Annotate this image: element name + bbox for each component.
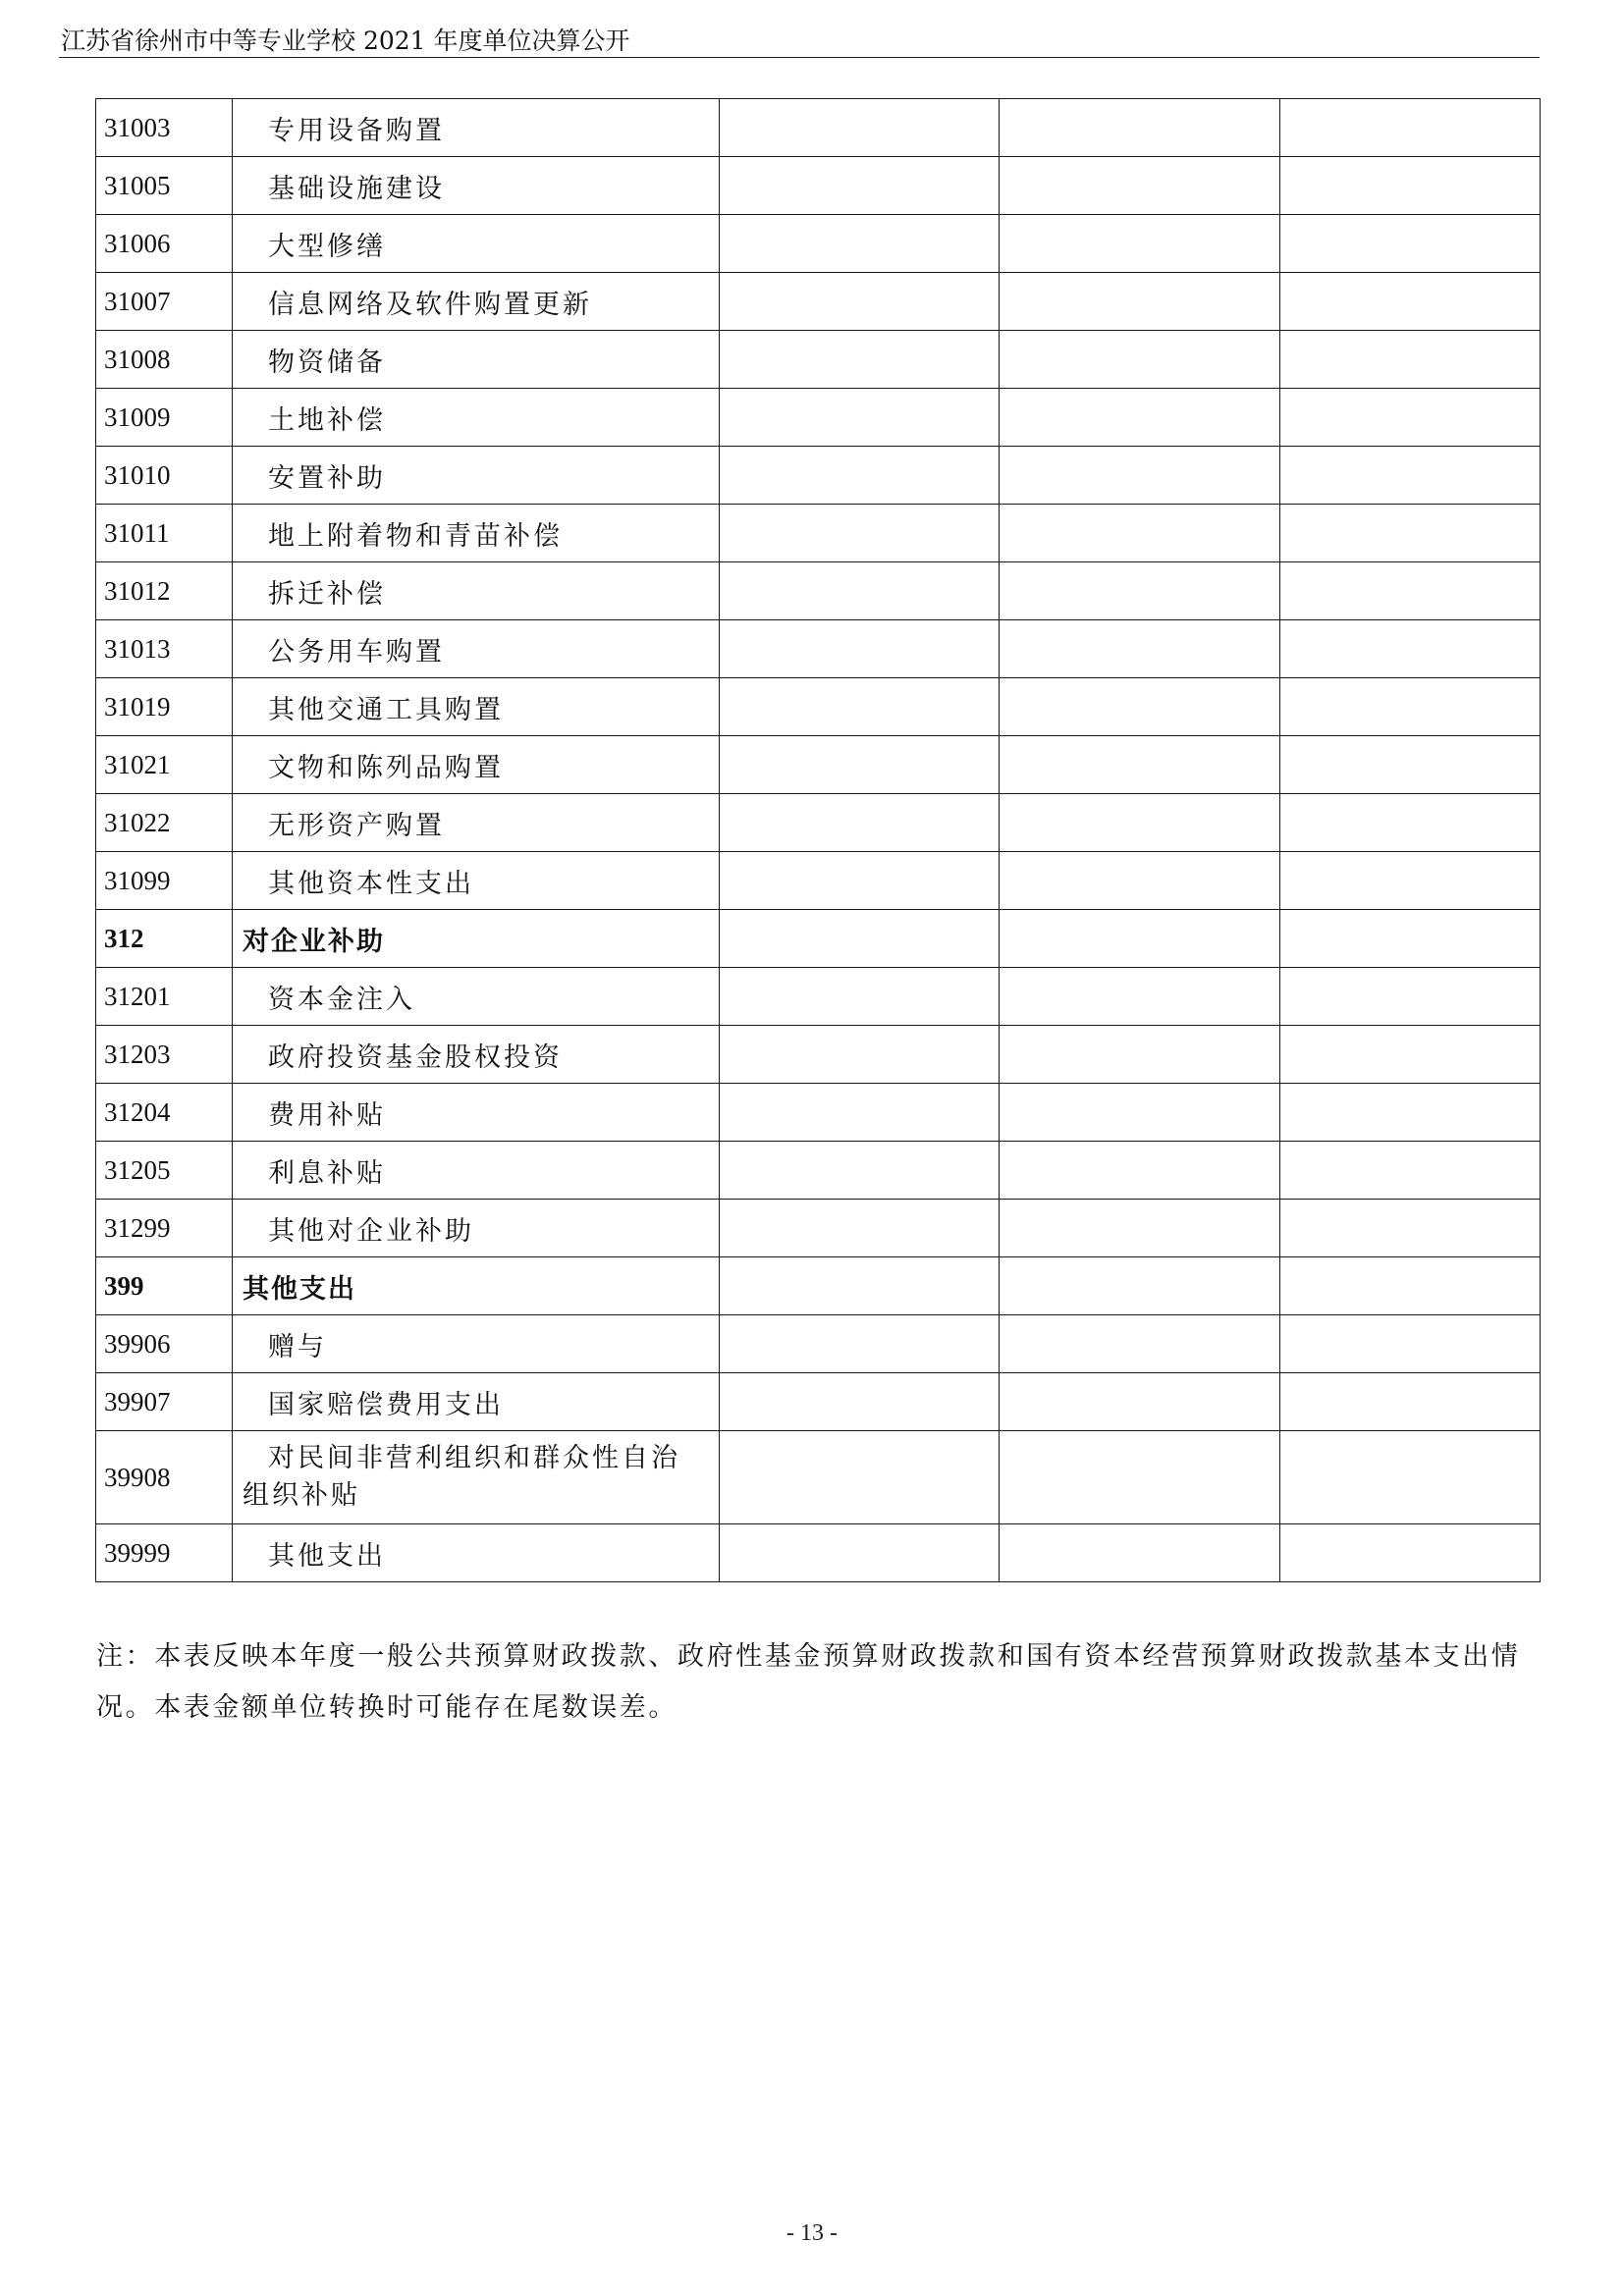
row-code: 31005: [96, 157, 233, 215]
document-header-title: 江苏省徐州市中等专业学校 2021 年度单位决算公开: [61, 27, 630, 55]
row-value-3: [1280, 389, 1541, 447]
row-name: 信息网络及软件购置更新: [233, 273, 720, 331]
row-value-3: [1280, 505, 1541, 562]
row-value-2: [1000, 331, 1280, 389]
table-row: [96, 447, 1541, 505]
row-name-line2: 组织补贴: [243, 1480, 360, 1511]
table-row: [96, 620, 1541, 678]
row-value-1: [720, 736, 1000, 794]
row-value-2: [1000, 562, 1280, 620]
row-value-3: [1280, 447, 1541, 505]
row-code: 31099: [96, 852, 233, 910]
row-value-2: [1000, 620, 1280, 678]
row-value-1: [720, 794, 1000, 852]
row-value-3: [1280, 678, 1541, 736]
row-value-3: [1280, 99, 1541, 157]
row-name: 其他对企业补助: [233, 1200, 720, 1257]
row-value-3: [1280, 1315, 1541, 1373]
row-code: 31012: [96, 562, 233, 620]
table-row: [96, 1373, 1541, 1431]
row-name: 利息补贴: [233, 1142, 720, 1200]
row-value-2: [1000, 1026, 1280, 1084]
table-group-row: [96, 910, 1541, 968]
row-value-2: [1000, 794, 1280, 852]
table-row: [96, 562, 1541, 620]
row-code: 31204: [96, 1084, 233, 1142]
row-value-1: [720, 1524, 1000, 1582]
row-value-2: [1000, 1084, 1280, 1142]
row-code: 39906: [96, 1315, 233, 1373]
row-value-2: [1000, 1315, 1280, 1373]
row-code: 31003: [96, 99, 233, 157]
row-code: 31007: [96, 273, 233, 331]
row-code: 31019: [96, 678, 233, 736]
row-name: 政府投资基金股权投资: [233, 1026, 720, 1084]
table-row: [96, 273, 1541, 331]
row-value-3: [1280, 1257, 1541, 1315]
table-row: [96, 794, 1541, 852]
row-value-2: [1000, 447, 1280, 505]
row-value-2: [1000, 1257, 1280, 1315]
table-row: [96, 1315, 1541, 1373]
row-name-line1: 对民间非营利组织和群众性自治: [268, 1443, 680, 1473]
row-value-2: [1000, 968, 1280, 1026]
row-name: 地上附着物和青苗补偿: [233, 505, 720, 562]
row-value-1: [720, 620, 1000, 678]
table-row: [96, 736, 1541, 794]
row-code: 39908: [96, 1431, 233, 1524]
row-name: 其他支出: [233, 1524, 720, 1582]
row-value-1: [720, 1373, 1000, 1431]
row-value-1: [720, 389, 1000, 447]
row-name: 大型修缮: [233, 215, 720, 273]
table-row: [96, 331, 1541, 389]
table-row: [96, 1524, 1541, 1582]
row-value-3: [1280, 1200, 1541, 1257]
row-value-2: [1000, 505, 1280, 562]
row-value-1: [720, 1142, 1000, 1200]
row-code: 31009: [96, 389, 233, 447]
row-value-1: [720, 910, 1000, 968]
row-name: 公务用车购置: [233, 620, 720, 678]
row-value-3: [1280, 968, 1541, 1026]
row-value-1: [720, 273, 1000, 331]
row-value-2: [1000, 389, 1280, 447]
row-value-2: [1000, 1524, 1280, 1582]
row-code: 31203: [96, 1026, 233, 1084]
row-value-3: [1280, 1026, 1541, 1084]
row-name: 专用设备购置: [233, 99, 720, 157]
row-name: 文物和陈列品购置: [233, 736, 720, 794]
row-value-2: [1000, 678, 1280, 736]
row-value-3: [1280, 852, 1541, 910]
table-row: [96, 968, 1541, 1026]
row-name: 国家赔偿费用支出: [233, 1373, 720, 1431]
row-name: 拆迁补偿: [233, 562, 720, 620]
row-value-1: [720, 678, 1000, 736]
row-code: 31021: [96, 736, 233, 794]
row-value-1: [720, 852, 1000, 910]
row-value-3: [1280, 562, 1541, 620]
table-row: [96, 1431, 1541, 1524]
row-name: 物资储备: [233, 331, 720, 389]
row-value-1: [720, 157, 1000, 215]
row-code: 39907: [96, 1373, 233, 1431]
row-value-1: [720, 1200, 1000, 1257]
row-code: 31013: [96, 620, 233, 678]
row-value-3: [1280, 273, 1541, 331]
row-value-2: [1000, 852, 1280, 910]
page-number: - 13 -: [786, 2220, 838, 2246]
row-value-1: [720, 562, 1000, 620]
row-code: 39999: [96, 1524, 233, 1582]
row-value-1: [720, 1257, 1000, 1315]
group-code: 399: [96, 1257, 233, 1315]
table-row: [96, 1026, 1541, 1084]
row-name: 赠与: [233, 1315, 720, 1373]
row-value-3: [1280, 1084, 1541, 1142]
row-value-3: [1280, 1142, 1541, 1200]
row-value-2: [1000, 1200, 1280, 1257]
row-value-1: [720, 215, 1000, 273]
table-row: [96, 1142, 1541, 1200]
row-value-1: [720, 99, 1000, 157]
row-code: 31022: [96, 794, 233, 852]
row-value-1: [720, 968, 1000, 1026]
row-value-1: [720, 331, 1000, 389]
row-value-1: [720, 1026, 1000, 1084]
row-name: 资本金注入: [233, 968, 720, 1026]
table-row: [96, 157, 1541, 215]
table-row: [96, 678, 1541, 736]
row-name: [233, 1431, 720, 1524]
group-name: 对企业补助: [233, 910, 720, 968]
row-value-1: [720, 505, 1000, 562]
table-row: [96, 1084, 1541, 1142]
table-footnote: 注：本表反映本年度一般公共预算财政拨款、政府性基金预算财政拨款和国有资本经营预算财政拨款基本支出情况。本表金额单位转换时可能存在尾数误差。: [96, 1641, 1521, 1723]
row-value-2: [1000, 157, 1280, 215]
row-value-2: [1000, 1373, 1280, 1431]
row-value-3: [1280, 794, 1541, 852]
row-value-2: [1000, 1142, 1280, 1200]
row-value-3: [1280, 910, 1541, 968]
row-value-2: [1000, 910, 1280, 968]
table-row: [96, 505, 1541, 562]
row-code: 31299: [96, 1200, 233, 1257]
row-value-3: [1280, 331, 1541, 389]
table-row: [96, 852, 1541, 910]
table-row: [96, 1200, 1541, 1257]
row-name: 无形资产购置: [233, 794, 720, 852]
row-name: 安置补助: [233, 447, 720, 505]
row-value-3: [1280, 736, 1541, 794]
row-value-3: [1280, 1524, 1541, 1582]
row-name: 其他交通工具购置: [233, 678, 720, 736]
row-value-2: [1000, 215, 1280, 273]
row-value-2: [1000, 99, 1280, 157]
table-group-row: [96, 1257, 1541, 1315]
row-value-2: [1000, 736, 1280, 794]
row-name: 费用补贴: [233, 1084, 720, 1142]
row-value-3: [1280, 620, 1541, 678]
expenditure-table: [95, 98, 1541, 1582]
row-code: 31010: [96, 447, 233, 505]
group-name: 其他支出: [233, 1257, 720, 1315]
row-value-3: [1280, 1373, 1541, 1431]
row-value-1: [720, 1084, 1000, 1142]
group-code: 312: [96, 910, 233, 968]
row-value-2: [1000, 1431, 1280, 1524]
row-value-1: [720, 447, 1000, 505]
row-name: 基础设施建设: [233, 157, 720, 215]
row-name: 土地补偿: [233, 389, 720, 447]
row-value-1: [720, 1315, 1000, 1373]
row-code: 31205: [96, 1142, 233, 1200]
row-name: 其他资本性支出: [233, 852, 720, 910]
row-value-3: [1280, 215, 1541, 273]
row-value-2: [1000, 273, 1280, 331]
row-value-3: [1280, 1431, 1541, 1524]
header-divider: [59, 57, 1540, 58]
row-code: 31011: [96, 505, 233, 562]
table-row: [96, 215, 1541, 273]
row-value-3: [1280, 157, 1541, 215]
table-row: [96, 389, 1541, 447]
row-code: 31006: [96, 215, 233, 273]
row-code: 31201: [96, 968, 233, 1026]
row-value-1: [720, 1431, 1000, 1524]
row-code: 31008: [96, 331, 233, 389]
table-row: [96, 99, 1541, 157]
